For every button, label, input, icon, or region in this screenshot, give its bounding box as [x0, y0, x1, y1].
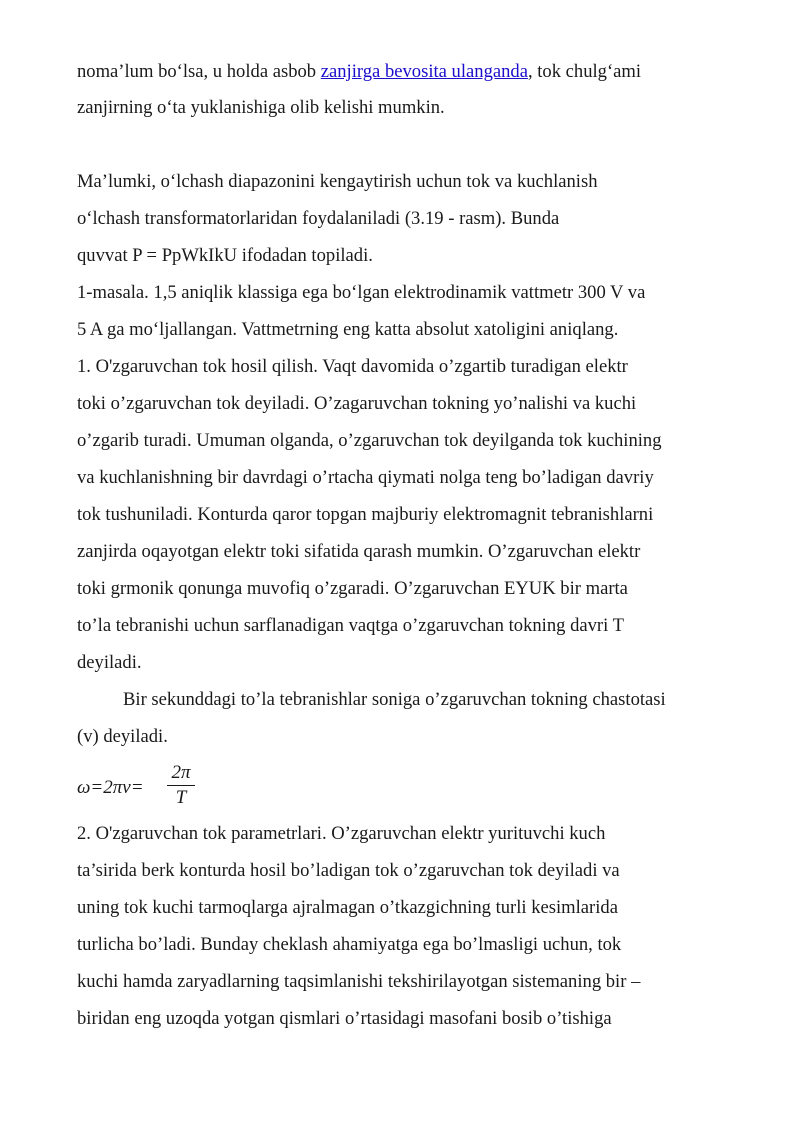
paragraph-line: tok tushuniladi. Konturda qaror topgan majburiy elektromagnit tebranishlarni [77, 504, 654, 525]
paragraph-line: (v) deyiladi. [77, 726, 168, 747]
paragraph-line: zanjirda oqayotgan elektr toki sifatida qarash mumkin. O’zgaruvchan elektr [77, 541, 641, 562]
paragraph-line: 1-masala. 1,5 aniqlik klassiga ega bo‘lgan elektrodinamik vattmetr 300 V va [77, 282, 646, 303]
paragraph-line: 5 A ga mo‘ljallangan. Vattmetrning eng katta absolut xatoligini aniqlang. [77, 319, 619, 340]
paragraph-line: o‘lchash transformatorlaridan foydalaniladi (3.19 - rasm). Bunda [77, 208, 560, 229]
formula-numerator: 2π [171, 762, 191, 783]
paragraph-line: 1. O'zgaruvchan tok hosil qilish. Vaqt davomida o’zgartib turadigan elektr [77, 356, 628, 377]
fraction-bar [167, 785, 195, 786]
paragraph-line: 2. O'zgaruvchan tok parametrlari. O’zgaruvchan elektr yurituvchi kuch [77, 823, 606, 844]
formula-denominator: T [175, 787, 187, 808]
paragraph-line: biridan eng uzoqda yotgan qismlari o’rtasidagi masofani bosib o’tishiga [77, 1008, 612, 1029]
paragraph-line: to’la tebranishi uchun sarflanadigan vaqtga o’zgaruvchan tokning davri T [77, 615, 624, 636]
paragraph-line [77, 61, 641, 83]
paragraph-line: Bir sekunddagi to’la tebranishlar soniga o’zgaruvchan tokning chastotasi [123, 689, 666, 710]
paragraph-line: toki o’zgaruvchan tok deyiladi. O’zagaruvchan tokning yo’nalishi va kuchi [77, 393, 637, 414]
text-run: , tok chulg‘ami [527, 61, 642, 82]
formula-lhs: ω=2πv= [77, 777, 144, 798]
paragraph-line: va kuchlanishning bir davrdagi o’rtacha qiymati nolga teng bo’ladigan davriy [77, 467, 654, 488]
paragraph-line: kuchi hamda zaryadlarning taqsimlanishi tekshirilayotgan sistemaning bir – [77, 971, 641, 992]
paragraph-line: zanjirning o‘ta yuklanishiga olib kelishi mumkin. [77, 97, 445, 118]
paragraph-line: turlicha bo’ladi. Bunday cheklash ahamiyatga ega bo’lmasligi uchun, tok [77, 934, 622, 955]
paragraph-line: uning tok kuchi tarmoqlarga ajralmagan o’tkazgichning turli kesimlarida [77, 897, 618, 918]
paragraph-line: quvvat P = PpWkIkU ifodadan topiladi. [77, 245, 373, 266]
formula-fraction [167, 762, 195, 809]
paragraph-line: o’zgarib turadi. Umuman olganda, o’zgaruvchan tok deyilganda tok kuchining [77, 430, 662, 451]
hyperlink[interactable]: zanjirga bevosita ulanganda [320, 61, 528, 82]
paragraph-line: deyiladi. [77, 652, 142, 673]
paragraph-line: ta’sirida berk konturda hosil bo’ladigan tok o’zgaruvchan tok deyiladi va [77, 860, 620, 881]
paragraph-line: Ma’lumki, o‘lchash diapazonini kengaytirish uchun tok va kuchlanish [77, 171, 598, 192]
text-run: noma’lum bo‘lsa, u holda asbob [77, 61, 321, 82]
paragraph-line: toki grmonik qonunga muvofiq o’zgaradi. O’zgaruvchan EYUK bir marta [77, 578, 628, 599]
